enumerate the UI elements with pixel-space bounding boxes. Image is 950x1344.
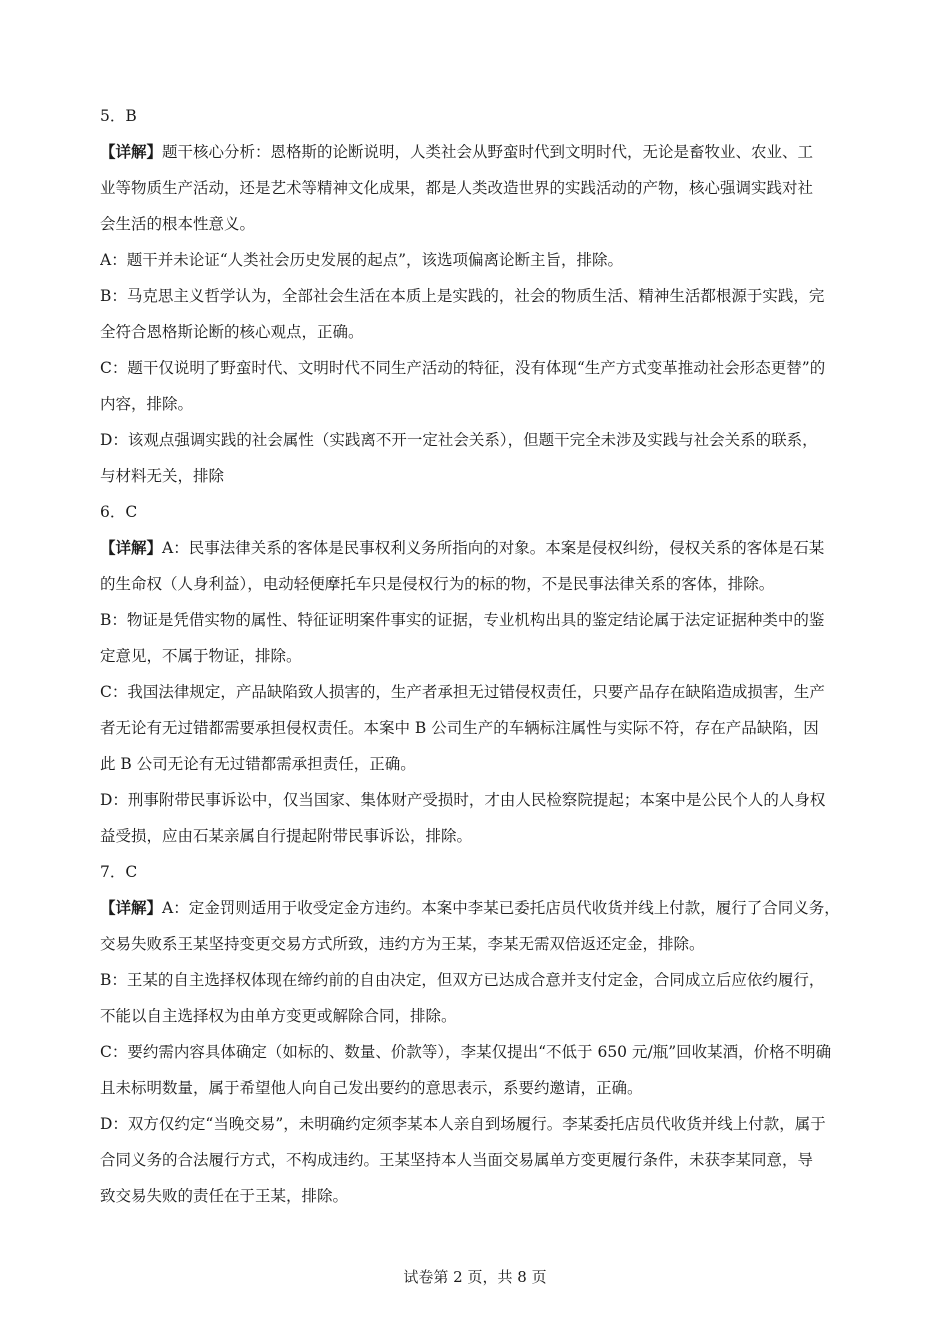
option-c-line: 且未标明数量，属于希望他人向自己发出要约的意思表示，系要约邀请，正确。: [100, 1079, 643, 1097]
option-a-line: A：题干并未论证“人类社会历史发展的起点”，该选项偏离论断主旨，排除。: [100, 251, 624, 269]
page-footer: 试卷第 2 页，共 8 页: [403, 1268, 547, 1286]
option-d-line: D：该观点强调实践的社会属性（实践离不开一定社会关系），但题干完全未涉及实践与社会关系的联系，: [100, 431, 818, 449]
answer-q6: 6．C: [100, 503, 138, 521]
detail-tag: 【详解】: [100, 538, 163, 557]
option-b-line: B：王某的自主选择权体现在缔约前的自由决定，但双方已达成合意并支付定金，合同成立后应依约履行，: [100, 971, 825, 989]
explanation-line: 会生活的根本性意义。: [100, 215, 256, 233]
option-c-line: C：题干仅说明了野蛮时代、文明时代不同生产活动的特征，没有体现“生产方式变革推动社会形态更替”的: [100, 359, 826, 377]
explanation-line: [100, 530, 850, 566]
line-text: A：民事法律关系的客体是民事权利义务所指向的对象。本案是侵权纠纷，侵权关系的客体是石某: [162, 539, 825, 557]
explanation-line: 交易失败系王某坚持变更交易方式所致，违约方为王某，李某无需双倍返还定金，排除。: [100, 935, 705, 953]
option-d-line: 益受损，应由石某亲属自行提起附带民事诉讼，排除。: [100, 827, 473, 845]
option-b-line: 不能以自主选择权为由单方变更或解除合同，排除。: [100, 1007, 457, 1025]
explanation-line: [100, 134, 850, 170]
option-b-line: 全符合恩格斯论断的核心观点，正确。: [100, 323, 364, 341]
explanation-line: [100, 890, 850, 926]
answer-q7: 7．C: [100, 863, 138, 881]
option-d-line: D：刑事附带民事诉讼中，仅当国家、集体财产受损时，才由人民检察院提起；本案中是公民个人的人身权: [100, 791, 826, 809]
option-d-line: 致交易失败的责任在于王某，排除。: [100, 1187, 349, 1205]
option-c-line: C：我国法律规定，产品缺陷致人损害的，生产者承担无过错侵权责任，只要产品存在缺陷造成损害，生产: [100, 683, 825, 701]
option-c-line: C：要约需内容具体确定（如标的、数量、价款等），李某仅提出“不低于 650 元/瓶”回收某酒，价格不明确: [100, 1043, 832, 1061]
option-b-line: 定意见，不属于物证，排除。: [100, 647, 302, 665]
option-c-line: 者无论有无过错都需要承担侵权责任。本案中 B 公司生产的车辆标注属性与实际不符，存在产品缺陷，因: [100, 719, 819, 737]
detail-tag: 【详解】: [100, 142, 163, 161]
line-text: A：定金罚则适用于收受定金方违约。本案中李某已委托店员代收货并线上付款，履行了合同义务，: [162, 899, 840, 917]
option-d-line: 合同义务的合法履行方式，不构成违约。王某坚持本人当面交易属单方变更履行条件，未获李某同意，导: [100, 1151, 814, 1169]
option-b-line: B：物证是凭借实物的属性、特征证明案件事实的证据，专业机构出具的鉴定结论属于法定证据种类中的鉴: [100, 611, 825, 629]
explanation-line: 业等物质生产活动，还是艺术等精神文化成果，都是人类改造世界的实践活动的产物，核心强调实践对社: [100, 179, 814, 197]
option-c-line: 此 B 公司无论有无过错都需承担责任，正确。: [100, 755, 416, 773]
line-text: 题干核心分析：恩格斯的论断说明，人类社会从野蛮时代到文明时代，无论是畜牧业、农业、工: [162, 143, 814, 161]
option-b-line: B：马克思主义哲学认为，全部社会生活在本质上是实践的，社会的物质生活、精神生活都根源于实践，完: [100, 287, 825, 305]
explanation-line: 的生命权（人身利益），电动轻便摩托车只是侵权行为的标的物，不是民事法律关系的客体，排除。: [100, 575, 775, 593]
option-c-line: 内容，排除。: [100, 395, 194, 413]
document-body: [100, 98, 850, 1214]
answer-q5: 5．B: [100, 107, 137, 125]
detail-tag: 【详解】: [100, 898, 163, 917]
option-d-line: D：双方仅约定“当晚交易”，未明确约定须李某本人亲自到场履行。李某委托店员代收货并线上付款，属于: [100, 1115, 826, 1133]
option-d-line: 与材料无关，排除: [100, 467, 225, 485]
